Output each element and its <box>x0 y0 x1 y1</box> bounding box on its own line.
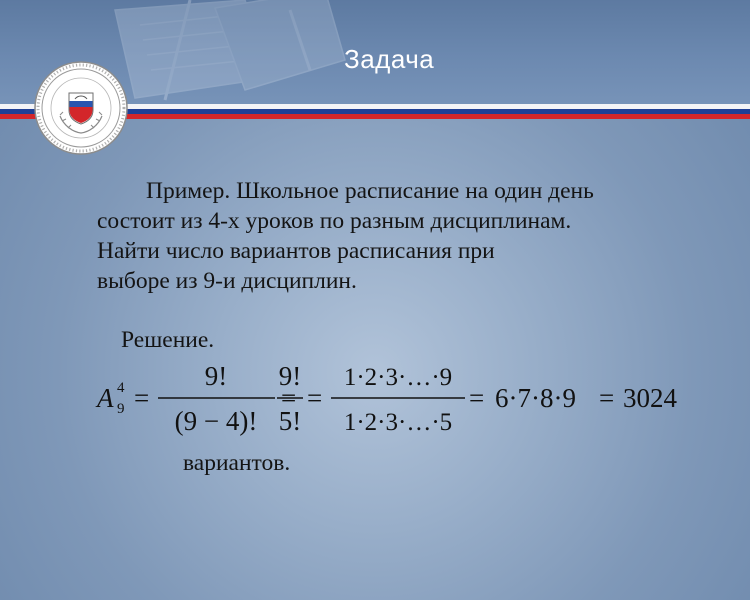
header-illustration <box>95 0 355 104</box>
problem-line: Пример. Школьное расписание на один день <box>146 178 594 204</box>
formula-superscript: 4 <box>117 380 125 396</box>
formula-symbol: A <box>97 383 114 413</box>
formula-subscript: 9 <box>117 401 125 417</box>
equals-sign: = <box>599 383 615 413</box>
arrangement-formula <box>95 358 695 442</box>
problem-line: выборе из 9-и дисциплин. <box>97 268 357 294</box>
fraction-1-numerator: 9! <box>204 361 228 391</box>
fraction-3-denominator: 1·2·3·…·5 <box>343 409 453 436</box>
fraction-2-numerator: 9! <box>278 361 302 391</box>
solution-label: Решение. <box>121 327 215 353</box>
problem-line: состоит из 4-х уроков по разным дисциплинам. <box>97 208 572 234</box>
fraction-1-denominator: (9 − 4)! <box>174 406 258 436</box>
fraction-3-numerator: 1·2·3·…·9 <box>343 364 453 391</box>
slide-title: Задача <box>344 44 435 74</box>
fraction-2-denominator: 5! <box>278 406 302 436</box>
answer-unit: вариантов. <box>183 450 291 476</box>
equals-sign: = <box>134 383 150 413</box>
formula-result: 3024 <box>623 383 677 413</box>
university-emblem-icon <box>33 60 129 156</box>
formula-product: 6·7·8·9 <box>495 383 576 413</box>
problem-statement <box>97 176 697 296</box>
equals-sign: = <box>281 383 297 413</box>
equals-sign: = <box>469 383 485 413</box>
equals-sign: = <box>307 383 323 413</box>
problem-line: Найти число вариантов расписания при <box>97 238 495 264</box>
